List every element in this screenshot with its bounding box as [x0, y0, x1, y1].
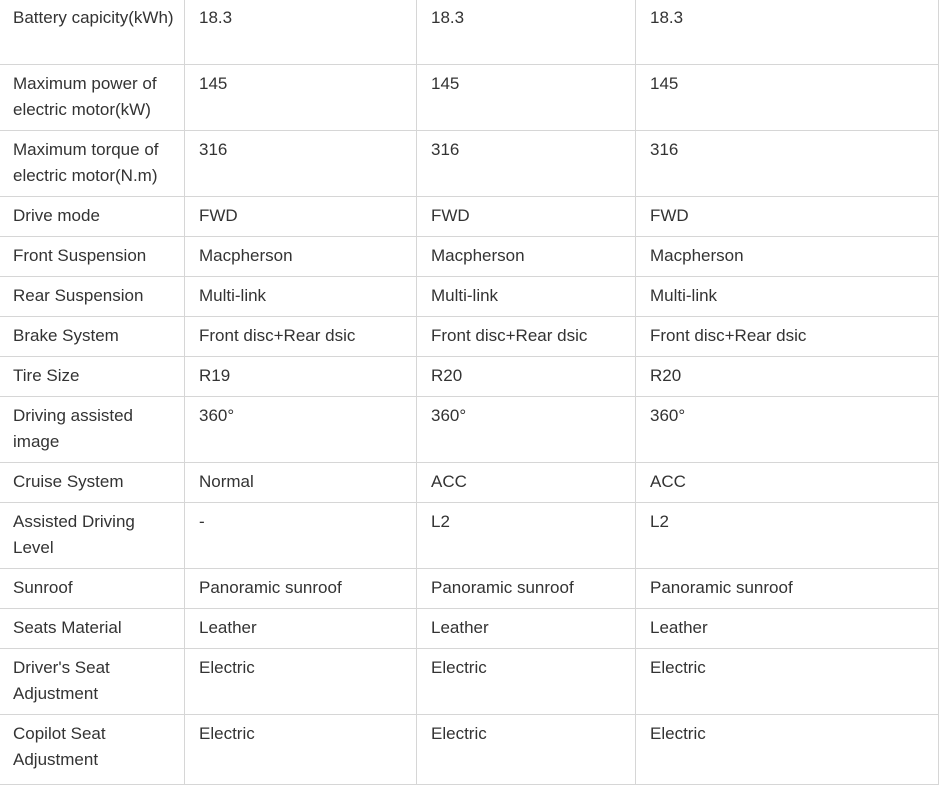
spec-value-cell: 145: [636, 65, 939, 131]
spec-label-cell: Driving assisted image: [0, 397, 185, 463]
spec-label-cell: Sunroof: [0, 569, 185, 609]
spec-label-cell: Maximum torque of electric motor(N.m): [0, 131, 185, 197]
spec-value-cell: 145: [417, 65, 636, 131]
spec-value-cell: -: [185, 503, 417, 569]
spec-value-cell: L2: [417, 503, 636, 569]
spec-value-cell: Front disc+Rear dsic: [636, 317, 939, 357]
spec-value-cell: Macpherson: [417, 237, 636, 277]
spec-row: [0, 237, 939, 277]
spec-row: [0, 197, 939, 237]
spec-value-cell: Panoramic sunroof: [636, 569, 939, 609]
spec-row: [0, 277, 939, 317]
spec-value-cell: 145: [185, 65, 417, 131]
spec-value-cell: 360°: [185, 397, 417, 463]
spec-value-cell: Macpherson: [185, 237, 417, 277]
spec-value-cell: 18.3: [636, 0, 939, 65]
spec-label-cell: Brake System: [0, 317, 185, 357]
spec-value-cell: Electric: [636, 715, 939, 785]
spec-value-cell: Macpherson: [636, 237, 939, 277]
spec-label-cell: Front Suspension: [0, 237, 185, 277]
spec-value-cell: 360°: [636, 397, 939, 463]
spec-value-cell: L2: [636, 503, 939, 569]
spec-label-cell: Maximum power of electric motor(kW): [0, 65, 185, 131]
spec-value-cell: Multi-link: [417, 277, 636, 317]
spec-value-cell: 360°: [417, 397, 636, 463]
spec-value-cell: 18.3: [185, 0, 417, 65]
spec-value-cell: Normal: [185, 463, 417, 503]
spec-row: [0, 609, 939, 649]
spec-value-cell: Panoramic sunroof: [417, 569, 636, 609]
spec-row: [0, 569, 939, 609]
spec-row: [0, 503, 939, 569]
spec-value-cell: R19: [185, 357, 417, 397]
spec-label-cell: Drive mode: [0, 197, 185, 237]
spec-value-cell: Leather: [185, 609, 417, 649]
spec-value-cell: Electric: [417, 649, 636, 715]
spec-row: [0, 397, 939, 463]
spec-label-cell: Seats Material: [0, 609, 185, 649]
spec-value-cell: Front disc+Rear dsic: [185, 317, 417, 357]
spec-value-cell: 18.3: [417, 0, 636, 65]
spec-value-cell: 316: [185, 131, 417, 197]
spec-value-cell: FWD: [417, 197, 636, 237]
spec-row: [0, 649, 939, 715]
spec-value-cell: Front disc+Rear dsic: [417, 317, 636, 357]
spec-label-cell: Tire Size: [0, 357, 185, 397]
spec-label-cell: Assisted Driving Level: [0, 503, 185, 569]
spec-value-cell: Electric: [185, 715, 417, 785]
spec-value-cell: 316: [636, 131, 939, 197]
spec-value-cell: ACC: [636, 463, 939, 503]
spec-label-cell: Copilot Seat Adjustment: [0, 715, 185, 785]
spec-value-cell: Multi-link: [185, 277, 417, 317]
spec-row: [0, 131, 939, 197]
spec-value-cell: Electric: [185, 649, 417, 715]
spec-row: [0, 317, 939, 357]
spec-row: [0, 715, 939, 785]
spec-label-cell: Driver's Seat Adjustment: [0, 649, 185, 715]
spec-value-cell: ACC: [417, 463, 636, 503]
spec-value-cell: R20: [636, 357, 939, 397]
spec-value-cell: Electric: [636, 649, 939, 715]
spec-row: [0, 65, 939, 131]
spec-value-cell: Leather: [417, 609, 636, 649]
spec-label-cell: Cruise System: [0, 463, 185, 503]
spec-row: [0, 463, 939, 503]
spec-value-cell: FWD: [185, 197, 417, 237]
spec-value-cell: Multi-link: [636, 277, 939, 317]
spec-value-cell: R20: [417, 357, 636, 397]
spec-value-cell: 316: [417, 131, 636, 197]
spec-value-cell: Leather: [636, 609, 939, 649]
spec-row: [0, 357, 939, 397]
spec-value-cell: FWD: [636, 197, 939, 237]
spec-label-cell: Rear Suspension: [0, 277, 185, 317]
spec-value-cell: Panoramic sunroof: [185, 569, 417, 609]
spec-row: [0, 0, 939, 65]
spec-value-cell: Electric: [417, 715, 636, 785]
spec-label-cell: Battery capicity(kWh): [0, 0, 185, 65]
